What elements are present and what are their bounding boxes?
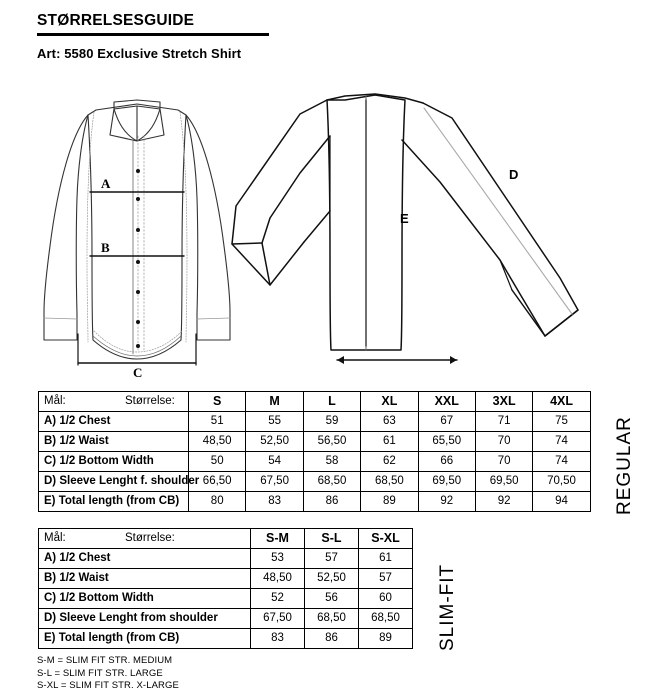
cell: 57 (305, 549, 359, 569)
row-label-total-length: E) Total length (from CB) (39, 629, 251, 649)
cell: 62 (361, 452, 418, 472)
cell: 50 (189, 452, 246, 472)
regular-size-table (38, 391, 591, 512)
column-header-xxl: XXL (418, 392, 475, 412)
row-label-chest: A) 1/2 Chest (39, 412, 189, 432)
page-header (37, 12, 337, 61)
header-measure-label: Mål: (44, 532, 66, 544)
table-row (39, 569, 413, 589)
cell: 63 (361, 412, 418, 432)
title-divider (37, 33, 269, 36)
column-header-l: L (303, 392, 360, 412)
cell: 60 (359, 589, 413, 609)
row-label-total-length: E) Total length (from CB) (39, 492, 189, 512)
size-abbreviation-legend (37, 655, 179, 693)
slim-size-table (38, 528, 413, 649)
header-size-label: Størrelse: (125, 532, 175, 544)
cell: 69,50 (418, 472, 475, 492)
table-header-row (39, 529, 413, 549)
header-measure-label: Mål: (44, 395, 66, 407)
row-label-waist: B) 1/2 Waist (39, 432, 189, 452)
cell: 75 (533, 412, 590, 432)
column-header-sxl: S-XL (359, 529, 413, 549)
cell: 83 (251, 629, 305, 649)
cell: 53 (251, 549, 305, 569)
cell: 68,50 (359, 609, 413, 629)
row-label-sleeve-length: D) Sleeve Lenght from shoulder (39, 609, 251, 629)
cell: 54 (246, 452, 303, 472)
cell: 65,50 (418, 432, 475, 452)
column-header-m: M (246, 392, 303, 412)
row-label-sleeve-length: D) Sleeve Lenght f. shoulder (39, 472, 189, 492)
column-header-sl: S-L (305, 529, 359, 549)
cell: 80 (189, 492, 246, 512)
column-header-sm: S-M (251, 529, 305, 549)
cell: 61 (359, 549, 413, 569)
cell: 56 (305, 589, 359, 609)
cell: 66 (418, 452, 475, 472)
cell: 70 (475, 452, 532, 472)
back-label-sleeve: D (509, 167, 519, 182)
column-header-3xl: 3XL (475, 392, 532, 412)
row-label-waist: B) 1/2 Waist (39, 569, 251, 589)
front-label-waist: B (101, 240, 110, 255)
cell: 67 (418, 412, 475, 432)
cell: 52 (251, 589, 305, 609)
shirt-illustrations (0, 78, 650, 383)
table-row (39, 609, 413, 629)
table-row (39, 432, 591, 452)
cell: 68,50 (303, 472, 360, 492)
slim-fit-side-label: SLIM-FIT (437, 563, 458, 651)
cell: 86 (303, 492, 360, 512)
cell: 55 (246, 412, 303, 432)
table-row (39, 492, 591, 512)
regular-fit-side-label: REGULAR (614, 416, 635, 515)
row-label-chest: A) 1/2 Chest (39, 549, 251, 569)
cell: 71 (475, 412, 532, 432)
cell: 89 (359, 629, 413, 649)
cell: 68,50 (361, 472, 418, 492)
cell: 94 (533, 492, 590, 512)
header-size-label: Størrelse: (125, 395, 175, 407)
cell: 61 (361, 432, 418, 452)
legend-line-sxl: S-XL = SLIM FIT STR. X-LARGE (37, 680, 179, 691)
table-row (39, 472, 591, 492)
table-row (39, 452, 591, 472)
table-row (39, 629, 413, 649)
row-label-bottom-width: C) 1/2 Bottom Width (39, 589, 251, 609)
cell: 52,50 (305, 569, 359, 589)
header-measure-size-cell (39, 392, 189, 412)
cell: 92 (475, 492, 532, 512)
cell: 83 (246, 492, 303, 512)
column-header-4xl: 4XL (533, 392, 590, 412)
back-label-total-length: E (400, 211, 409, 226)
page-title: STØRRELSESGUIDE (37, 12, 195, 29)
cell: 74 (533, 452, 590, 472)
cell: 67,50 (251, 609, 305, 629)
front-label-chest: A (101, 176, 111, 191)
row-label-bottom-width: C) 1/2 Bottom Width (39, 452, 189, 472)
cell: 56,50 (303, 432, 360, 452)
cell: 67,50 (246, 472, 303, 492)
header-measure-size-cell (39, 529, 251, 549)
article-subtitle: Art: 5580 Exclusive Stretch Shirt (37, 46, 242, 61)
legend-line-sl: S-L = SLIM FIT STR. LARGE (37, 667, 163, 679)
table-header-row (39, 392, 591, 412)
cell: 70 (475, 432, 532, 452)
table-row (39, 589, 413, 609)
cell: 70,50 (533, 472, 590, 492)
cell: 52,50 (246, 432, 303, 452)
table-row (39, 412, 591, 432)
cell: 51 (189, 412, 246, 432)
column-header-xl: XL (361, 392, 418, 412)
cell: 57 (359, 569, 413, 589)
legend-line-sm: S-M = SLIM FIT STR. MEDIUM (37, 655, 173, 666)
cell: 48,50 (251, 569, 305, 589)
table-row (39, 549, 413, 569)
cell: 92 (418, 492, 475, 512)
shirt-back-illustration (232, 94, 578, 364)
shirt-front-illustration (44, 100, 230, 365)
front-label-bottom-width: C (133, 365, 143, 380)
cell: 58 (303, 452, 360, 472)
cell: 59 (303, 412, 360, 432)
cell: 89 (361, 492, 418, 512)
cell: 86 (305, 629, 359, 649)
column-header-s: S (189, 392, 246, 412)
cell: 68,50 (305, 609, 359, 629)
cell: 69,50 (475, 472, 532, 492)
cell: 66,50 (189, 472, 246, 492)
cell: 74 (533, 432, 590, 452)
cell: 48,50 (189, 432, 246, 452)
